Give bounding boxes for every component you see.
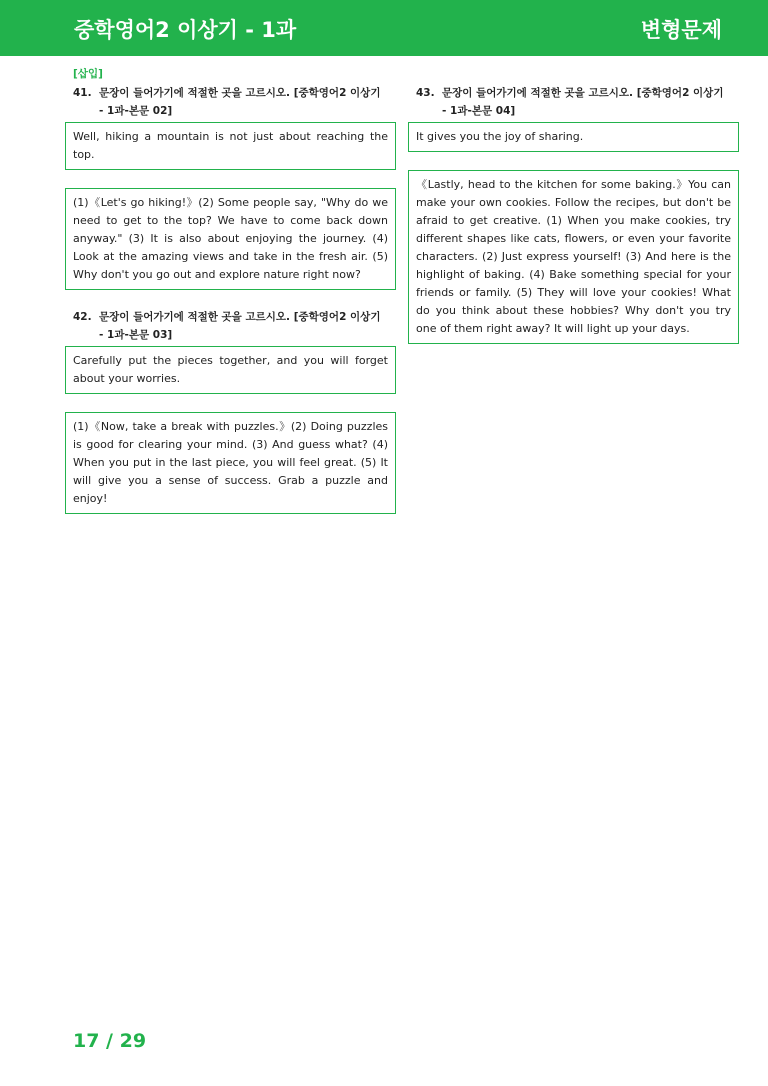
question-43-title xyxy=(408,84,739,120)
question-source: - 1과-본문 03] xyxy=(99,329,173,341)
question-number: 41. xyxy=(73,87,92,99)
question-43-given-sentence: It gives you the joy of sharing. xyxy=(408,122,739,152)
question-source: - 1과-본문 02] xyxy=(99,105,173,117)
question-prompt: 문장이 들어가기에 적절한 곳을 고르시오. [중학영어2 이상기 xyxy=(442,87,724,99)
question-43-passage: 《Lastly, head to the kitchen for some baking.》You can make your own cookies. Follow the recipes, but don't be afraid to get creative. (1) When you make cookies, try different shapes like cats, flowers, or even your favorite characters. (2) Just express yourself! (3) And here is the highlight of baking. (4) Bake something special for your friends or family. (5) They will love your cookies! What do you think about these hobbies? Why don't you try one of them right away? It will light up your days. xyxy=(408,170,739,344)
page-header xyxy=(0,0,768,56)
question-41-given-sentence: Well, hiking a mountain is not just about reaching the top. xyxy=(65,122,396,170)
header-title: 중학영어2 이상기 - 1과 xyxy=(74,18,297,42)
question-prompt: 문장이 들어가기에 적절한 곳을 고르시오. [중학영어2 이상기 xyxy=(99,87,381,99)
question-41-passage: (1)《Let's go hiking!》(2) Some people say, "Why do we need to get to the top? We have to come back down anyway." (3) It is also about enjoying the journey. (4) Look at the amazing views and take in the fresh air. (5) Why don't you go out and explore nature right now? xyxy=(65,188,396,290)
question-source: - 1과-본문 04] xyxy=(442,105,516,117)
header-category-label: 변형문제 xyxy=(640,18,722,42)
question-prompt: 문장이 들어가기에 적절한 곳을 고르시오. [중학영어2 이상기 xyxy=(99,311,381,323)
right-column xyxy=(408,66,739,344)
question-42-given-sentence: Carefully put the pieces together, and you will forget about your worries. xyxy=(65,346,396,394)
question-42-title xyxy=(65,308,396,344)
question-41-title xyxy=(65,84,396,120)
question-42-passage: (1)《Now, take a break with puzzles.》(2) Doing puzzles is good for clearing your mind. (3) And guess what? (4) When you put in the last piece, you will feel great. (5) It will give you a sense of success. Grab a puzzle and enjoy! xyxy=(65,412,396,514)
question-number: 42. xyxy=(73,311,92,323)
left-column xyxy=(65,66,396,514)
page-indicator: 17 / 29 xyxy=(73,1030,147,1052)
question-number: 43. xyxy=(416,87,435,99)
section-spacer xyxy=(416,66,739,81)
section-label: [삽입] xyxy=(73,68,103,80)
